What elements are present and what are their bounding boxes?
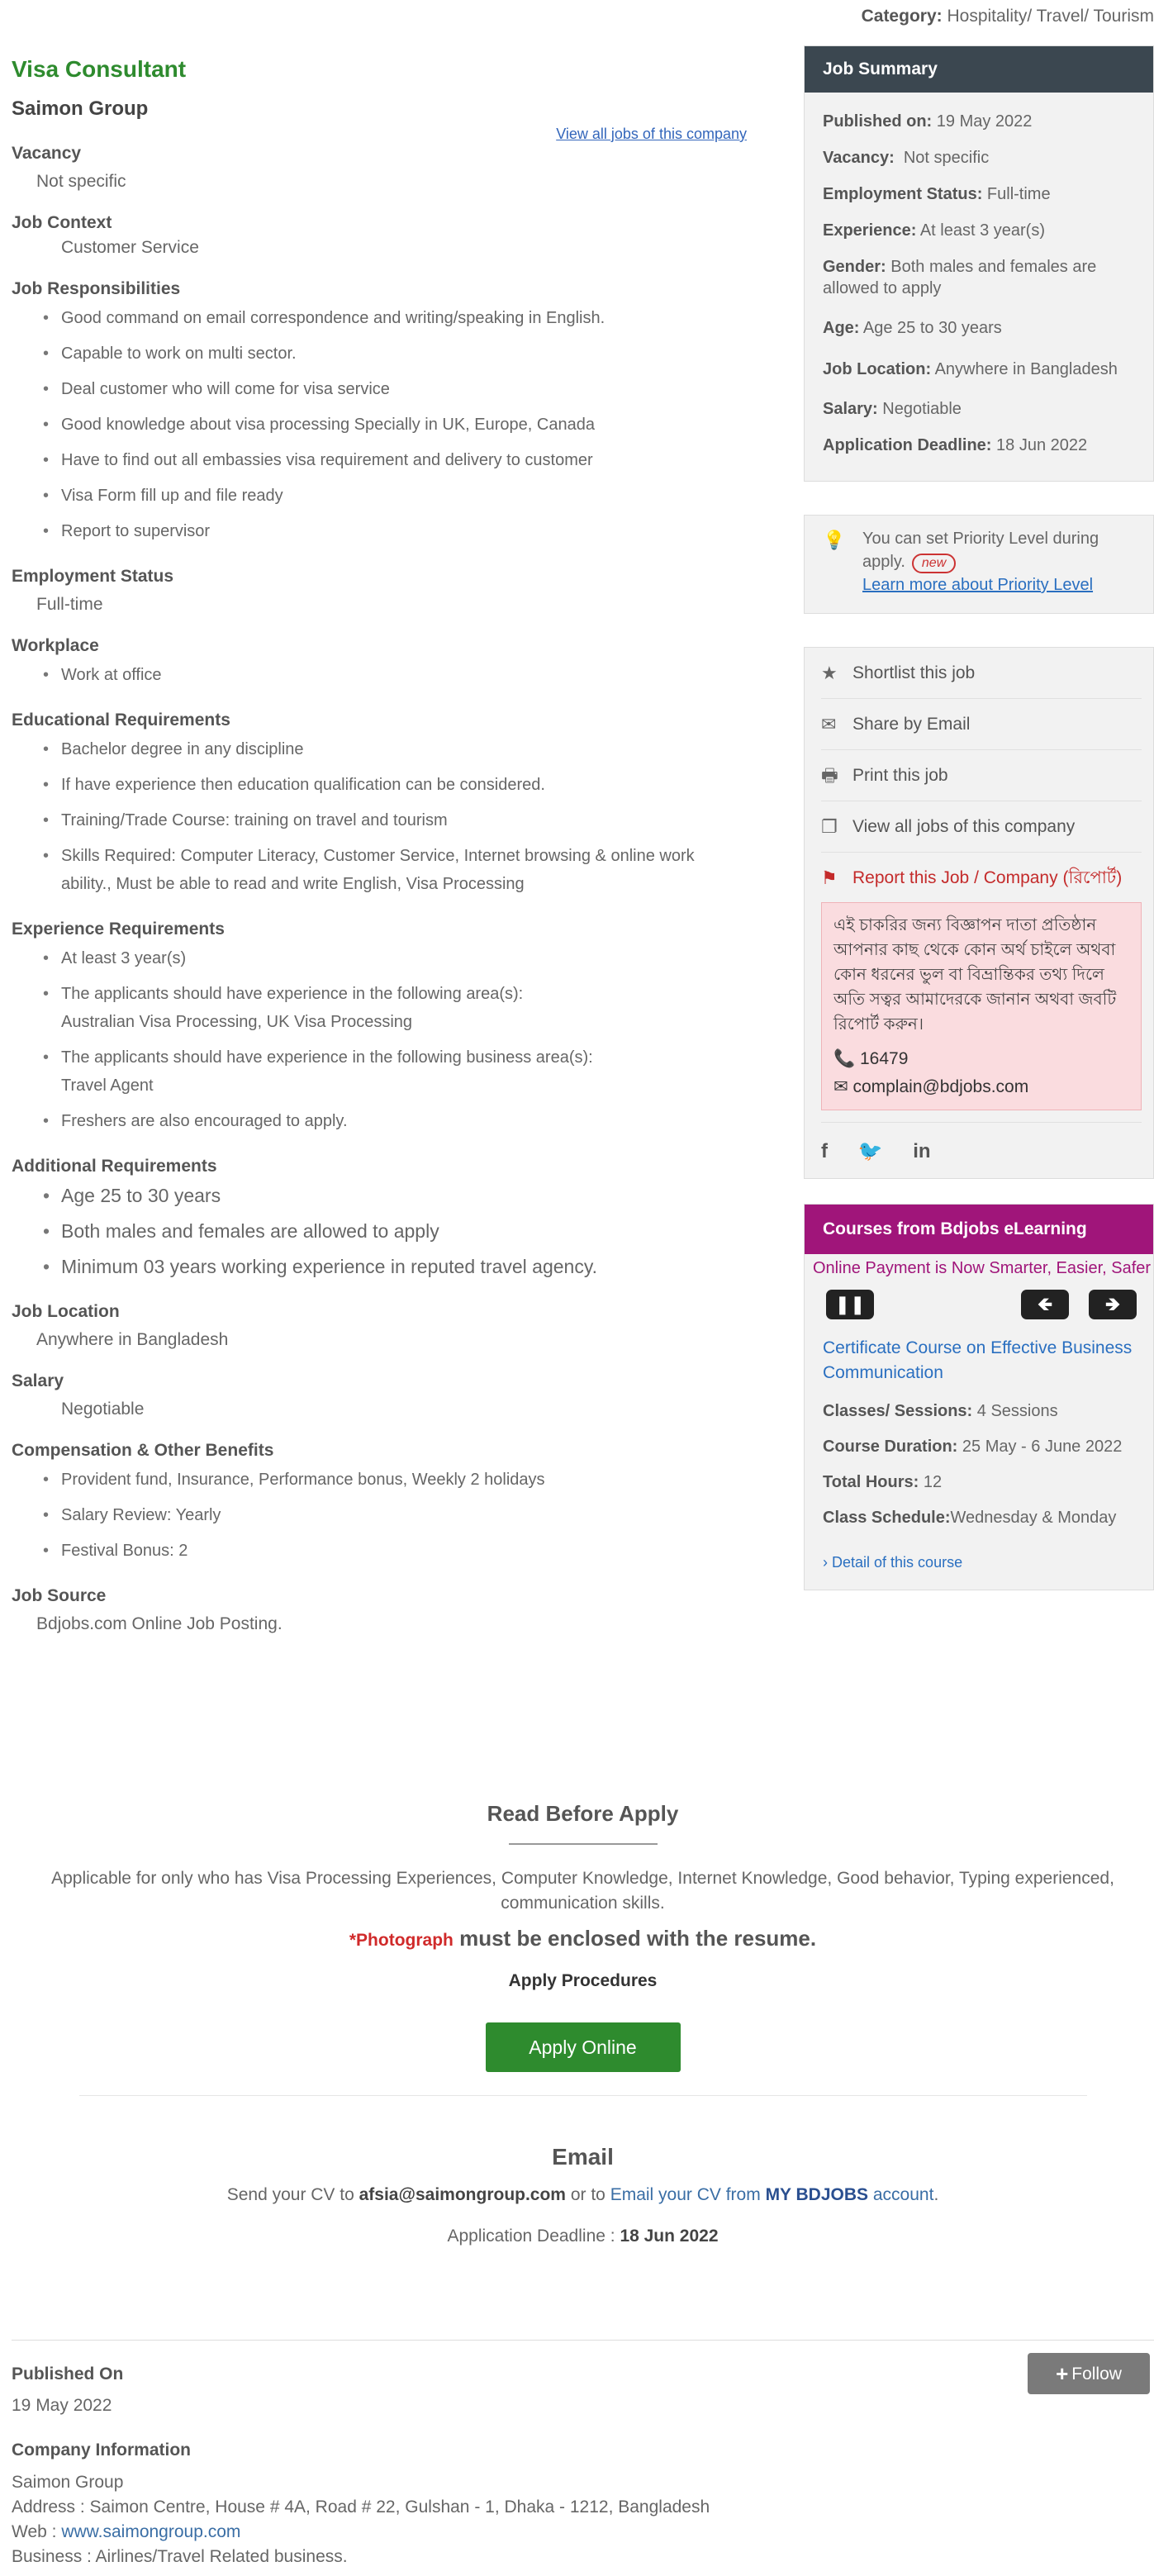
experience-item [61, 980, 747, 1036]
benefit-item: • Provident fund, Insurance, Performance bonus, Weekly 2 holidays [61, 1466, 747, 1494]
view-all-jobs-link[interactable]: View all jobs of this company [556, 126, 747, 142]
course-detail-label: Detail of this course [832, 1554, 963, 1571]
summary-row [823, 398, 1135, 420]
summary-row-label: Experience: [823, 221, 917, 240]
course-row-value: 12 [919, 1473, 943, 1491]
published-on-heading: Published On [12, 2365, 124, 2384]
deadline-value: 18 Jun 2022 [620, 2227, 719, 2246]
job-title: Visa Consultant [12, 56, 187, 82]
responsibilities-heading: Job Responsibilities [12, 279, 181, 298]
share-label: Share by Email [852, 714, 971, 734]
report-job-link[interactable] [821, 866, 1142, 891]
print-label: Print this job [852, 765, 948, 785]
experience-item [61, 944, 747, 972]
link-prefix: Email your CV from [610, 2185, 766, 2204]
job-source-heading: Job Source [12, 1586, 107, 1605]
responsibility-item: • Deal customer who will come for visa service [61, 375, 747, 403]
benefits-list [61, 1466, 747, 1565]
follow-label: Follow [1071, 2365, 1122, 2384]
job-location-heading: Job Location [12, 1302, 120, 1321]
additional-item: • Age 25 to 30 years [61, 1181, 747, 1210]
report-email [833, 1075, 1129, 1100]
benefits-section [12, 1441, 747, 1565]
carousel-controls [805, 1285, 1153, 1326]
web-label: Web : [12, 2522, 62, 2541]
report-bangla-text: এই চাকরির জন্য বিজ্ঞাপন দাতা প্রতিষ্ঠান আপনার কাছ থেকে কোন অর্থ চাইলে অথবা কোন ধরনের ভুল বা বিভ্রান্তিকর তথ্য দিলে অতি সত্বর আমাদেরকে জানান অথবা জবটি রিপোর্ট করুন। [833, 916, 1117, 1034]
workplace-section [12, 636, 747, 689]
report-section [821, 853, 1142, 1110]
education-item: • Training/Trade Course: training on travel and tourism [61, 806, 747, 834]
print-job-action[interactable] [821, 750, 1142, 801]
summary-row [823, 435, 1135, 456]
summary-rows [805, 111, 1153, 456]
course-row-value: 25 May - 6 June 2022 [957, 1438, 1123, 1456]
summary-row-value: Age 25 to 30 years [859, 319, 1002, 337]
new-badge: new [912, 554, 956, 573]
photograph-rest: must be enclosed with the resume. [453, 1926, 817, 1951]
company-info-name: Saimon Group [12, 2473, 124, 2492]
summary-row-label: Job Location: [823, 360, 932, 378]
summary-row-label: Salary: [823, 400, 878, 418]
responsibility-item: • Capable to work on multi sector. [61, 340, 747, 368]
workplace-item: • Work at office [61, 661, 747, 689]
summary-row-value: Both males and females are allowed to apply [823, 258, 1101, 297]
apply-area [12, 1801, 1154, 2246]
view-all-jobs-action[interactable] [821, 801, 1142, 853]
summary-row-value: Anywhere in Bangladesh [931, 360, 1118, 378]
course-row-label: Course Duration: [823, 1438, 958, 1456]
education-item: • Skills Required: Computer Literacy, Customer Service, Internet browsing & online work ability., Must be able to read and write English, Visa Processing [61, 842, 747, 898]
linkedin-icon[interactable]: in [913, 1140, 931, 1162]
company-business: Business : Airlines/Travel Related business. [12, 2547, 348, 2566]
course-row [823, 1473, 1135, 1492]
copy-icon: ❐ [821, 815, 838, 837]
sidebar [804, 45, 1154, 1590]
company-website-link[interactable]: www.saimongroup.com [61, 2522, 241, 2541]
summary-row-label: Gender: [823, 258, 886, 276]
footer-divider [12, 2340, 1154, 2341]
twitter-icon[interactable]: 🐦 [857, 1140, 883, 1162]
email-cv-link[interactable] [610, 2185, 934, 2204]
job-location-section [12, 1302, 747, 1350]
summary-row-label: Employment Status: [823, 185, 983, 203]
deadline-label: Application Deadline : [447, 2227, 620, 2246]
additional-section [12, 1157, 747, 1281]
plus-icon: + [1056, 2361, 1069, 2386]
chevron-right-icon: › [823, 1554, 828, 1571]
course-row [823, 1509, 1135, 1528]
experience-section [12, 920, 747, 1135]
summary-row-label: Age: [823, 319, 860, 337]
responsibility-item: • Good command on email correspondence and writing/speaking in English. [61, 304, 747, 332]
summary-row [823, 183, 1135, 205]
view-all-label: View all jobs of this company [852, 816, 1076, 836]
experience-list [61, 944, 747, 1135]
shortlist-label: Shortlist this job [852, 663, 976, 682]
course-rows [805, 1402, 1153, 1528]
priority-text: You can set Priority Level during apply. [862, 530, 1099, 571]
workplace-heading: Workplace [12, 636, 99, 655]
priority-learn-more-link[interactable]: Learn more about Priority Level [862, 576, 1094, 594]
priority-box [804, 515, 1154, 614]
deadline-line [12, 2227, 1154, 2246]
pause-button[interactable]: ❚❚ [826, 1290, 874, 1319]
title-underline [509, 1843, 658, 1845]
courses-title: Courses from Bdjobs eLearning [805, 1205, 1153, 1254]
summary-row [823, 359, 1135, 380]
phone-number: 16479 [860, 1049, 909, 1068]
additional-heading: Additional Requirements [12, 1157, 217, 1176]
apply-email: afsia@saimongroup.com [359, 2185, 566, 2204]
phone-icon: 📞 [833, 1049, 856, 1068]
responsibility-item: • Report to supervisor [61, 517, 747, 545]
summary-row [823, 220, 1135, 241]
vacancy-value: Not specific [36, 172, 126, 191]
job-source-section [12, 1586, 747, 1634]
additional-item: • Minimum 03 years working experience in reputed travel agency. [61, 1252, 747, 1281]
email-title: Email [552, 2144, 614, 2170]
employment-status-value: Full-time [36, 595, 103, 614]
courses-box [804, 1204, 1154, 1590]
additional-list [61, 1181, 747, 1281]
next-arrow-icon[interactable]: 🡺 [1089, 1290, 1137, 1319]
job-summary [804, 45, 1154, 482]
footer [12, 2365, 710, 2569]
workplace-list [61, 661, 747, 689]
star-icon: ★ [821, 662, 838, 683]
education-section [12, 711, 747, 898]
payment-marquee: Online Payment is Now Smarter, Easier, Safer [813, 1259, 1152, 1277]
benefit-item: • Festival Bonus: 2 [61, 1537, 747, 1565]
summary-row [823, 111, 1135, 132]
summary-row-value: At least 3 year(s) [916, 221, 1046, 240]
summary-row-label: Application Deadline: [823, 436, 992, 454]
experience-item [61, 1043, 747, 1100]
envelope-icon: ✉ [821, 713, 837, 734]
education-item: • Bachelor degree in any discipline [61, 735, 747, 763]
summary-row-value: 18 Jun 2022 [991, 436, 1088, 454]
experience-item [61, 1107, 747, 1135]
experience-item-detail: Travel Agent [61, 1077, 154, 1095]
experience-item-text: • At least 3 year(s) [61, 949, 187, 967]
send-prefix: Send your CV to [226, 2185, 359, 2204]
link-suffix: account [868, 2185, 934, 2204]
read-before-apply-text: Applicable for only who has Visa Processing Experiences, Computer Knowledge, Internet Knowledge, Good behavior, Typing experienced, communication skills. [51, 1869, 1114, 1913]
report-phone [833, 1047, 1129, 1072]
salary-value: Negotiable [61, 1400, 145, 1419]
summary-row-label: Vacancy: [823, 149, 895, 167]
share-email-action[interactable] [821, 699, 1142, 750]
employment-status-section [12, 567, 747, 615]
course-row-label: Classes/ Sessions: [823, 1402, 973, 1420]
job-source-value: Bdjobs.com Online Job Posting. [36, 1614, 283, 1633]
email-instructions [12, 2185, 1154, 2205]
experience-heading: Experience Requirements [12, 920, 225, 939]
course-row-value: 4 Sessions [972, 1402, 1058, 1420]
envelope-icon: ✉ [833, 1077, 848, 1096]
category-value: Hospitality/ Travel/ Tourism [947, 7, 1154, 26]
benefit-item: • Salary Review: Yearly [61, 1501, 747, 1529]
experience-item-detail: Australian Visa Processing, UK Visa Processing [61, 1013, 413, 1031]
lightbulb-icon: 💡 [823, 530, 846, 550]
experience-item-text: • The applicants should have experience in the following business area(s): [61, 1048, 593, 1067]
additional-item: • Both males and females are allowed to apply [61, 1217, 747, 1245]
course-row [823, 1402, 1135, 1421]
summary-row [823, 147, 1135, 169]
photograph-red: *Photograph [349, 1931, 454, 1950]
summary-row-value: 19 May 2022 [932, 112, 1033, 131]
or-to: or to [565, 2185, 610, 2204]
company-web [12, 2520, 710, 2545]
responsibilities-section [12, 279, 747, 545]
divider [79, 2095, 1087, 2096]
social-share [821, 1122, 1142, 1178]
course-row-label: Class Schedule: [823, 1509, 951, 1527]
report-label: Report this Job / Company (রিপোর্ট) [852, 868, 1123, 887]
published-on-value: 19 May 2022 [12, 2396, 112, 2415]
salary-section [12, 1371, 747, 1419]
responsibilities-list [61, 304, 747, 545]
summary-row-value: Negotiable [877, 400, 962, 418]
job-details [12, 56, 747, 1634]
employment-status-heading: Employment Status [12, 567, 174, 586]
education-item: • If have experience then education qualification can be considered. [61, 771, 747, 799]
experience-item-text: • The applicants should have experience in the following area(s): [61, 985, 524, 1003]
summary-row-value: Not specific [894, 149, 990, 167]
link-bold: MY BDJOBS [765, 2185, 869, 2204]
job-context-value: Customer Service [61, 238, 199, 257]
job-location-value: Anywhere in Bangladesh [36, 1330, 229, 1349]
period: . [933, 2185, 939, 2204]
photograph-note [12, 1926, 1154, 1951]
job-actions [804, 647, 1154, 1179]
company-name: Saimon Group [12, 97, 149, 120]
prev-arrow-icon[interactable]: 🡸 [1021, 1290, 1069, 1319]
job-context-section [12, 213, 747, 258]
vacancy-heading: Vacancy [12, 144, 82, 163]
follow-button[interactable] [1028, 2353, 1150, 2394]
education-heading: Educational Requirements [12, 711, 230, 730]
apply-procedures-heading: Apply Procedures [508, 1971, 658, 1990]
course-name-link[interactable]: Certificate Course on Effective Business Communication [823, 1338, 1133, 1382]
responsibility-item: • Good knowledge about visa processing Specially in UK, Europe, Canada [61, 411, 747, 439]
company-address: Address : Saimon Centre, House # 4A, Road # 22, Gulshan - 1, Dhaka - 1212, Bangladesh [12, 2498, 710, 2517]
vacancy-section [12, 144, 747, 192]
shortlist-job-action[interactable] [821, 648, 1142, 699]
summary-row [823, 317, 1135, 339]
course-row-value: Wednesday & Monday [950, 1509, 1117, 1527]
education-list [61, 735, 747, 898]
responsibility-item: • Have to find out all embassies visa requirement and delivery to customer [61, 446, 747, 474]
printer-icon: 🖶 [821, 764, 838, 786]
course-detail-link[interactable] [823, 1554, 1135, 1571]
read-before-apply-title: Read Before Apply [487, 1801, 679, 1826]
job-summary-title: Job Summary [805, 46, 1153, 93]
course-row-label: Total Hours: [823, 1473, 919, 1491]
experience-item-text: • Freshers are also encouraged to apply. [61, 1112, 348, 1130]
responsibility-item: • Visa Form fill up and file ready [61, 482, 747, 510]
summary-row-label: Published on: [823, 112, 933, 131]
summary-row [823, 256, 1135, 299]
category-line [862, 7, 1154, 26]
category-label: Category: [861, 7, 943, 26]
company-info [12, 2470, 710, 2569]
report-info-box [821, 902, 1142, 1110]
flag-icon: ⚑ [821, 867, 838, 888]
facebook-icon[interactable]: f [821, 1140, 828, 1162]
salary-heading: Salary [12, 1371, 64, 1390]
summary-row-value: Full-time [982, 185, 1051, 203]
job-context-heading: Job Context [12, 213, 112, 232]
complain-email: complain@bdjobs.com [852, 1077, 1029, 1096]
course-row [823, 1438, 1135, 1457]
apply-online-button[interactable]: Apply Online [486, 2022, 681, 2072]
company-info-heading: Company Information [12, 2441, 192, 2460]
benefits-heading: Compensation & Other Benefits [12, 1441, 274, 1460]
